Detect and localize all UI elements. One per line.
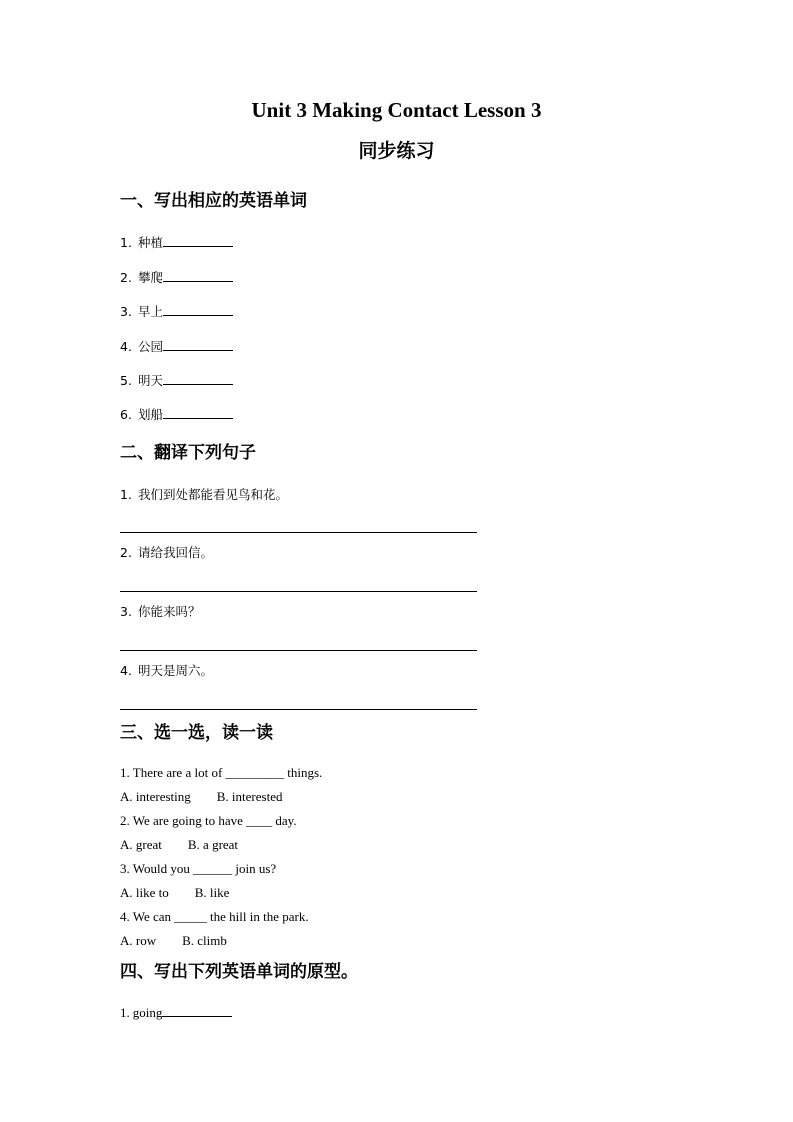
section1-item-3 (120, 302, 233, 321)
section4-item-1 (120, 1003, 232, 1022)
item-text: 种植 (137, 235, 163, 250)
item-text: 公园 (137, 339, 163, 354)
option-a[interactable]: A. great (120, 837, 162, 852)
item-text: 请给我回信。 (137, 545, 213, 560)
question-4-options (120, 932, 227, 950)
question-3: 3. Would you ______ join us? (120, 861, 277, 876)
answer-blank[interactable] (163, 268, 233, 282)
answer-blank[interactable] (163, 337, 233, 351)
answer-line[interactable] (120, 650, 477, 651)
page-title: Unit 3 Making Contact Lesson 3 (251, 98, 542, 122)
section1-item-1 (120, 233, 233, 252)
section2-heading: 二、翻译下列句子 (120, 443, 256, 463)
section4-heading: 四、写出下列英语单词的原型。 (120, 962, 358, 982)
item-text: 你能来吗？ (137, 604, 201, 619)
item-text: 早上 (137, 304, 163, 319)
question-1-options (120, 788, 282, 806)
option-b[interactable]: B. a great (187, 837, 239, 852)
option-b[interactable]: B. interested (216, 789, 283, 804)
item-number: 2. (120, 270, 132, 285)
answer-line[interactable] (120, 709, 477, 710)
question-3-options (120, 884, 229, 902)
answer-blank[interactable] (163, 405, 233, 419)
option-b[interactable]: B. like (194, 885, 230, 900)
item-number: 4. (120, 663, 132, 678)
page-subtitle: 同步练习 (358, 140, 435, 162)
item-number: 1. (120, 487, 132, 502)
section1-heading: 一、写出相应的英语单词 (120, 191, 307, 211)
option-a[interactable]: A. interesting (120, 789, 191, 804)
section3-heading: 三、选一选，读一读 (120, 723, 273, 743)
section2-item-3 (120, 603, 200, 621)
answer-blank[interactable] (163, 233, 233, 247)
answer-blank[interactable] (163, 302, 233, 316)
answer-line[interactable] (120, 591, 477, 592)
item-number: 1. (120, 1005, 130, 1020)
option-b[interactable]: B. climb (182, 933, 227, 948)
question-1: 1. There are a lot of _________ things. (120, 765, 323, 780)
item-number: 5. (120, 373, 132, 388)
option-a[interactable]: A. like to (120, 885, 169, 900)
section2-item-2 (120, 544, 213, 562)
item-number: 2. (120, 545, 132, 560)
item-text: 明天 (137, 373, 163, 388)
item-number: 4. (120, 339, 132, 354)
question-2-options (120, 836, 238, 854)
item-number: 6. (120, 407, 132, 422)
question-4: 4. We can _____ the hill in the park. (120, 909, 309, 924)
section1-item-5 (120, 371, 233, 390)
item-text: 攀爬 (137, 270, 163, 285)
item-number: 3. (120, 304, 132, 319)
item-text: 明天是周六。 (137, 663, 213, 678)
answer-line[interactable] (120, 532, 477, 533)
section1-item-2 (120, 268, 233, 287)
section2-item-4 (120, 662, 213, 680)
section1-item-4 (120, 337, 233, 356)
option-a[interactable]: A. row (120, 933, 157, 948)
question-2: 2. We are going to have ____ day. (120, 813, 297, 828)
item-number: 3. (120, 604, 132, 619)
answer-blank[interactable] (162, 1003, 232, 1017)
item-text: 划船 (137, 407, 163, 422)
section1-item-6 (120, 405, 233, 424)
item-number: 1. (120, 235, 132, 250)
answer-blank[interactable] (163, 371, 233, 385)
item-text: 我们到处都能看见鸟和花。 (137, 487, 288, 502)
item-text: going (132, 1005, 163, 1020)
section2-item-1 (120, 486, 288, 504)
